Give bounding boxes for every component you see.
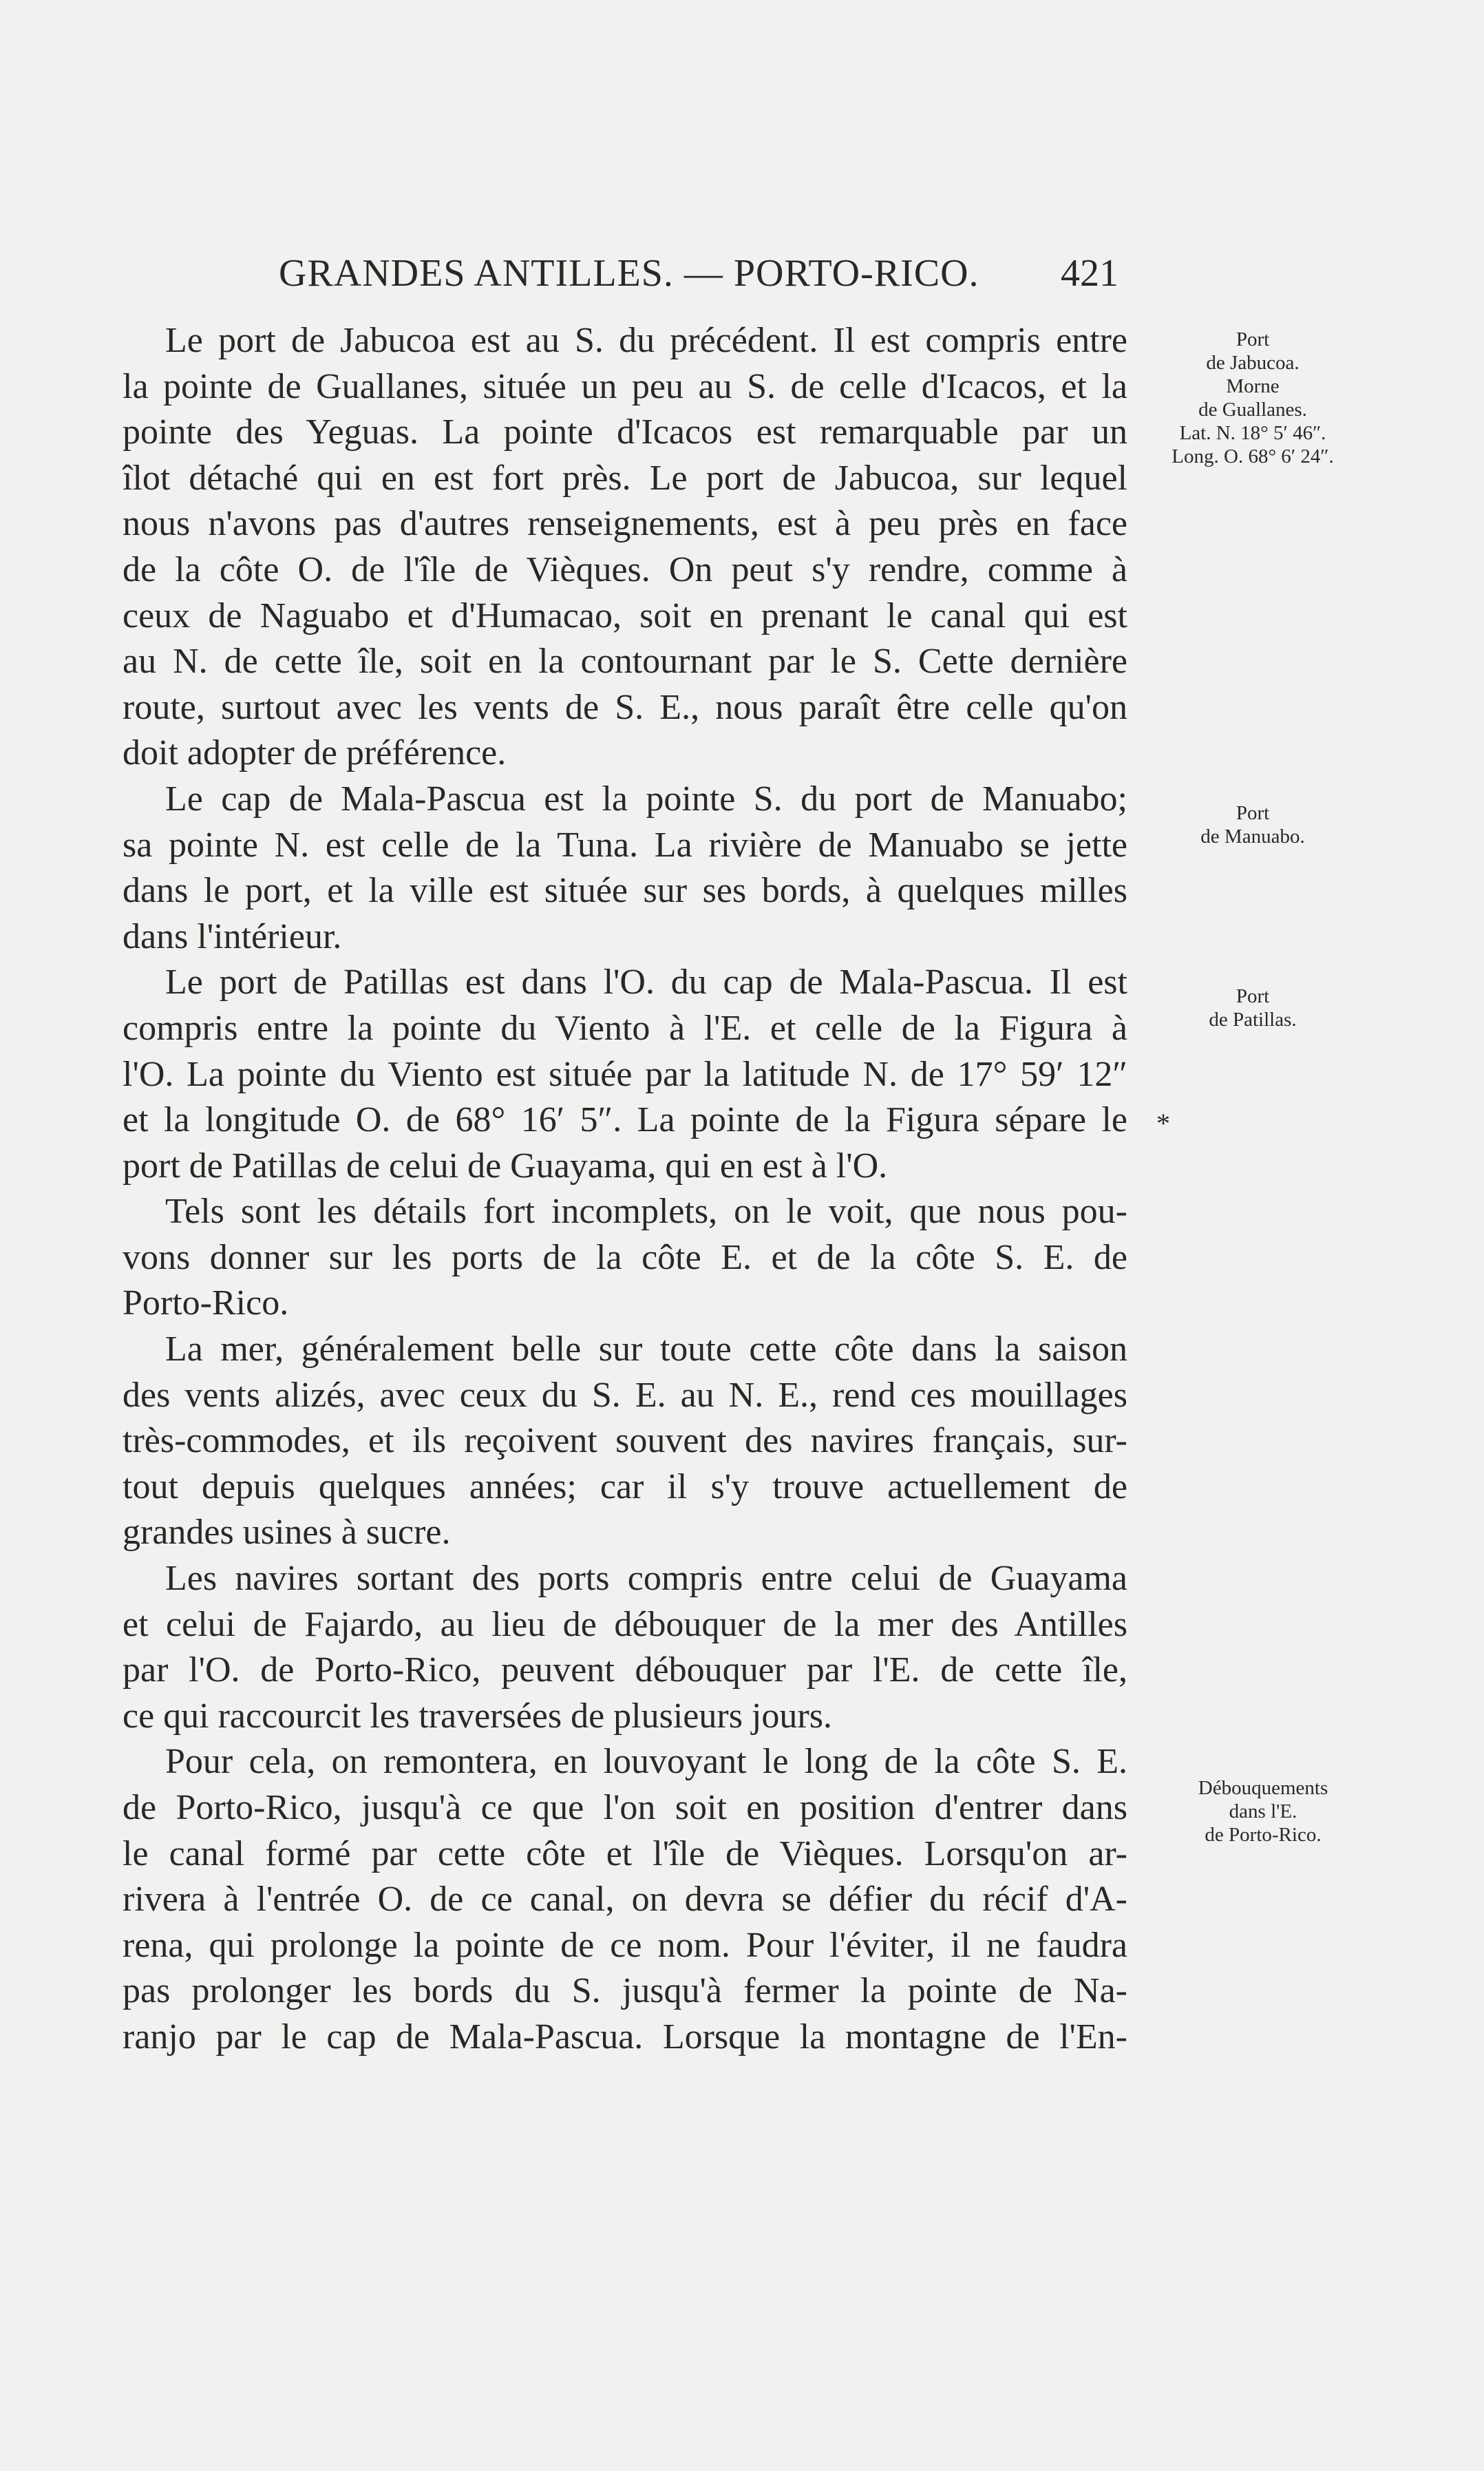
- text-line: le canal formé par cette côte et l'île de Vièques. Lorsqu'on ar-: [123, 1833, 1127, 1873]
- text-line: pointe des Yeguas. La pointe d'Icacos est remarquable par un: [123, 412, 1127, 452]
- text-line: par l'O. de Porto-Rico, peuvent débouquer par l'E. de cette île,: [123, 1650, 1127, 1690]
- text-line: La mer, généralement belle sur toute cette côte dans la saison: [165, 1329, 1127, 1369]
- margin-note-line: Port: [1236, 802, 1270, 824]
- text-line: rena, qui prolonge la pointe de ce nom. Pour l'éviter, il ne faudra: [123, 1925, 1127, 1965]
- margin-note-manuabo: [1139, 801, 1366, 848]
- margin-note-line: dans l'E.: [1229, 1800, 1297, 1822]
- asterisk-mark: *: [1156, 1108, 1170, 1139]
- margin-note-line: Lat. N. 18° 5′ 46″.: [1179, 422, 1326, 444]
- text-line: au N. de cette île, soit en la contournant par le S. Cette dernière: [123, 642, 1127, 682]
- text-line: Le port de Jabucoa est au S. du précédent. Il est compris entre: [165, 321, 1127, 360]
- body-text: [123, 318, 1127, 2061]
- text-line: et celui de Fajardo, au lieu de débouquer de la mer des Antilles: [123, 1604, 1127, 1644]
- page-number: 421: [1061, 252, 1119, 295]
- text-line: sa pointe N. est celle de la Tuna. La rivière de Manuabo se jette: [123, 825, 1127, 865]
- margin-note-debouquements: [1149, 1776, 1377, 1847]
- text-line: Pour cela, on remontera, en louvoyant le long de la côte S. E.: [165, 1742, 1127, 1782]
- text-line: port de Patillas de celui de Guayama, qui en est à l'O.: [123, 1146, 888, 1186]
- text-line: Le port de Patillas est dans l'O. du cap de Mala-Pascua. Il est: [165, 963, 1127, 1002]
- text-line: grandes usines à sucre.: [123, 1513, 451, 1553]
- text-line: pas prolonger les bords du S. jusqu'à fermer la pointe de Na-: [123, 1971, 1127, 2011]
- running-header: [279, 249, 1119, 297]
- text-line: doit adopter de préférence.: [123, 733, 507, 773]
- text-line: ceux de Naguabo et d'Humacao, soit en prenant le canal qui est: [123, 596, 1127, 635]
- text-line: et la longitude O. de 68° 16′ 5″. La pointe de la Figura sépare le: [123, 1100, 1127, 1140]
- text-line: Le cap de Mala-Pascua est la pointe S. du port de Manuabo;: [165, 779, 1127, 819]
- text-line: des vents alizés, avec ceux du S. E. au N. E., rend ces mouillages: [123, 1375, 1127, 1415]
- text-line: la pointe de Guallanes, située un peu au S. de celle d'Icacos, et la: [123, 366, 1127, 406]
- margin-note-line: Port: [1236, 985, 1270, 1007]
- margin-note-jabucoa: [1139, 328, 1366, 468]
- margin-note-line: de Jabucoa.: [1206, 352, 1300, 374]
- text-line: compris entre la pointe du Viento à l'E. et celle de la Figura à: [123, 1008, 1127, 1048]
- margin-note-patillas: [1139, 985, 1366, 1031]
- text-line: route, surtout avec les vents de S. E., nous paraît être celle qu'on: [123, 687, 1127, 727]
- margin-note-line: Débouquements: [1198, 1777, 1328, 1799]
- text-line: vons donner sur les ports de la côte E. et de la côte S. E. de: [123, 1237, 1127, 1277]
- margin-note-line: Morne: [1226, 375, 1280, 397]
- text-line: Les navires sortant des ports compris entre celui de Guayama: [165, 1559, 1127, 1599]
- margin-note-line: Port: [1236, 328, 1270, 350]
- margin-note-line: de Patillas.: [1209, 1009, 1297, 1031]
- text-line: îlot détaché qui en est fort près. Le port de Jabucoa, sur lequel: [123, 458, 1127, 498]
- text-line: rivera à l'entrée O. de ce canal, on devra se défier du récif d'A-: [123, 1880, 1127, 1920]
- text-line: ce qui raccourcit les traversées de plusieurs jours.: [123, 1696, 832, 1736]
- text-line: très-commodes, et ils reçoivent souvent des navires français, sur-: [123, 1421, 1127, 1461]
- text-line: dans l'intérieur.: [123, 916, 342, 956]
- text-line: tout depuis quelques années; car il s'y trouve actuellement de: [123, 1466, 1127, 1506]
- header-title: GRANDES ANTILLES. — PORTO-RICO.: [279, 252, 979, 295]
- text-line: l'O. La pointe du Viento est située par la latitude N. de 17° 59′ 12″: [123, 1054, 1127, 1094]
- text-line: de la côte O. de l'île de Vièques. On peut s'y rendre, comme à: [123, 549, 1127, 589]
- text-line: Porto-Rico.: [123, 1283, 289, 1323]
- margin-note-line: Long. O. 68° 6′ 24″.: [1172, 445, 1334, 467]
- text-line: nous n'avons pas d'autres renseignements, est à peu près en face: [123, 504, 1127, 544]
- text-line: Tels sont les détails fort incomplets, on le voit, que nous pou-: [165, 1192, 1127, 1232]
- margin-note-line: de Guallanes.: [1198, 399, 1307, 421]
- text-line: dans le port, et la ville est située sur ses bords, à quelques milles: [123, 871, 1127, 911]
- margin-note-line: de Porto-Rico.: [1205, 1824, 1322, 1846]
- text-line: ranjo par le cap de Mala-Pascua. Lorsque la montagne de l'En-: [123, 2017, 1127, 2057]
- text-line: de Porto-Rico, jusqu'à ce que l'on soit en position d'entrer dans: [123, 1788, 1127, 1827]
- margin-note-line: de Manuabo.: [1200, 826, 1305, 848]
